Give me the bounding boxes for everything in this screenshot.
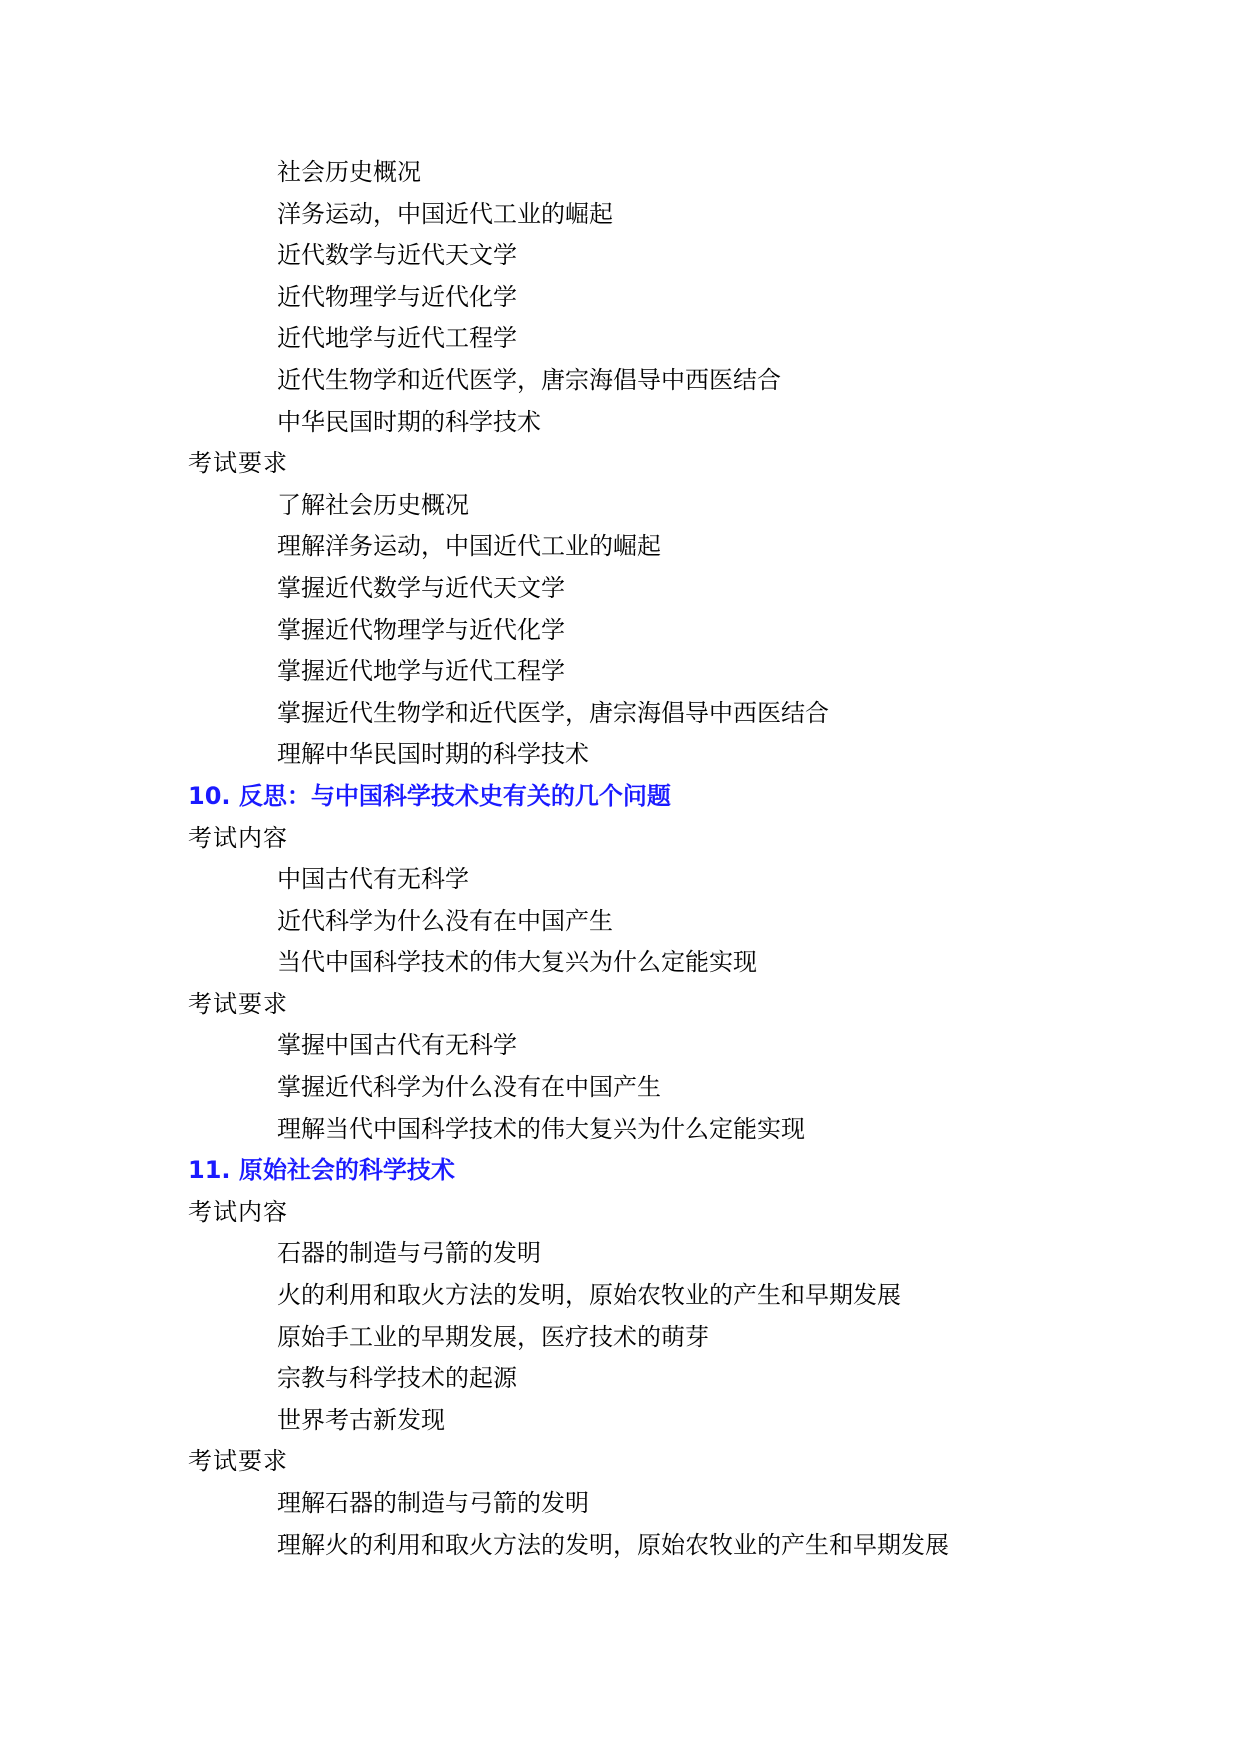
requirement-item: 掌握近代生物学和近代医学，唐宗海倡导中西医结合 (277, 698, 829, 727)
requirement-item: 掌握近代科学为什么没有在中国产生 (277, 1073, 661, 1102)
requirement-item: 理解火的利用和取火方法的发明，原始农牧业的产生和早期发展 (277, 1530, 949, 1559)
content-item: 当代中国科学技术的伟大复兴为什么定能实现 (277, 948, 757, 977)
content-item: 近代科学为什么没有在中国产生 (277, 906, 613, 935)
content-item: 火的利用和取火方法的发明，原始农牧业的产生和早期发展 (277, 1281, 901, 1310)
requirement-item: 理解洋务运动，中国近代工业的崛起 (277, 532, 661, 561)
content-item: 宗教与科学技术的起源 (277, 1364, 517, 1393)
content-item: 近代物理学与近代化学 (277, 282, 517, 311)
section-11 (0, 1150, 1240, 1566)
section-heading: 10. 反思：与中国科学技术史有关的几个问题 (188, 781, 671, 810)
content-item: 石器的制造与弓箭的发明 (277, 1239, 541, 1268)
content-item: 中国古代有无科学 (277, 865, 469, 894)
requirement-item: 理解当代中国科学技术的伟大复兴为什么定能实现 (277, 1114, 805, 1143)
requirement-item: 了解社会历史概况 (277, 490, 469, 519)
requirements-label: 考试要求 (188, 1447, 288, 1476)
continuation-requirements (0, 443, 1240, 776)
content-item: 社会历史概况 (277, 158, 421, 186)
content-item: 世界考古新发现 (277, 1405, 445, 1434)
content-label: 考试内容 (188, 1197, 288, 1226)
content-label: 考试内容 (188, 823, 288, 852)
content-item: 近代数学与近代天文学 (277, 241, 517, 270)
continuation-content-list (0, 152, 1240, 443)
requirements-label: 考试要求 (188, 989, 288, 1018)
content-item: 原始手工业的早期发展，医疗技术的萌芽 (277, 1322, 709, 1351)
content-item: 近代生物学和近代医学，唐宗海倡导中西医结合 (277, 365, 781, 394)
content-item: 洋务运动，中国近代工业的崛起 (277, 199, 613, 228)
document-page (0, 152, 1240, 1566)
requirements-label: 考试要求 (188, 449, 288, 478)
requirement-item: 理解石器的制造与弓箭的发明 (277, 1489, 589, 1517)
section-heading: 11. 原始社会的科学技术 (188, 1156, 455, 1185)
content-item: 近代地学与近代工程学 (277, 324, 517, 353)
requirement-item: 理解中华民国时期的科学技术 (277, 740, 589, 769)
requirement-item: 掌握中国古代有无科学 (277, 1031, 517, 1060)
content-item: 中华民国时期的科学技术 (277, 407, 541, 436)
requirement-item: 掌握近代地学与近代工程学 (277, 657, 565, 686)
section-10 (0, 776, 1240, 1150)
requirement-item: 掌握近代数学与近代天文学 (277, 573, 565, 602)
requirement-item: 掌握近代物理学与近代化学 (277, 615, 565, 644)
